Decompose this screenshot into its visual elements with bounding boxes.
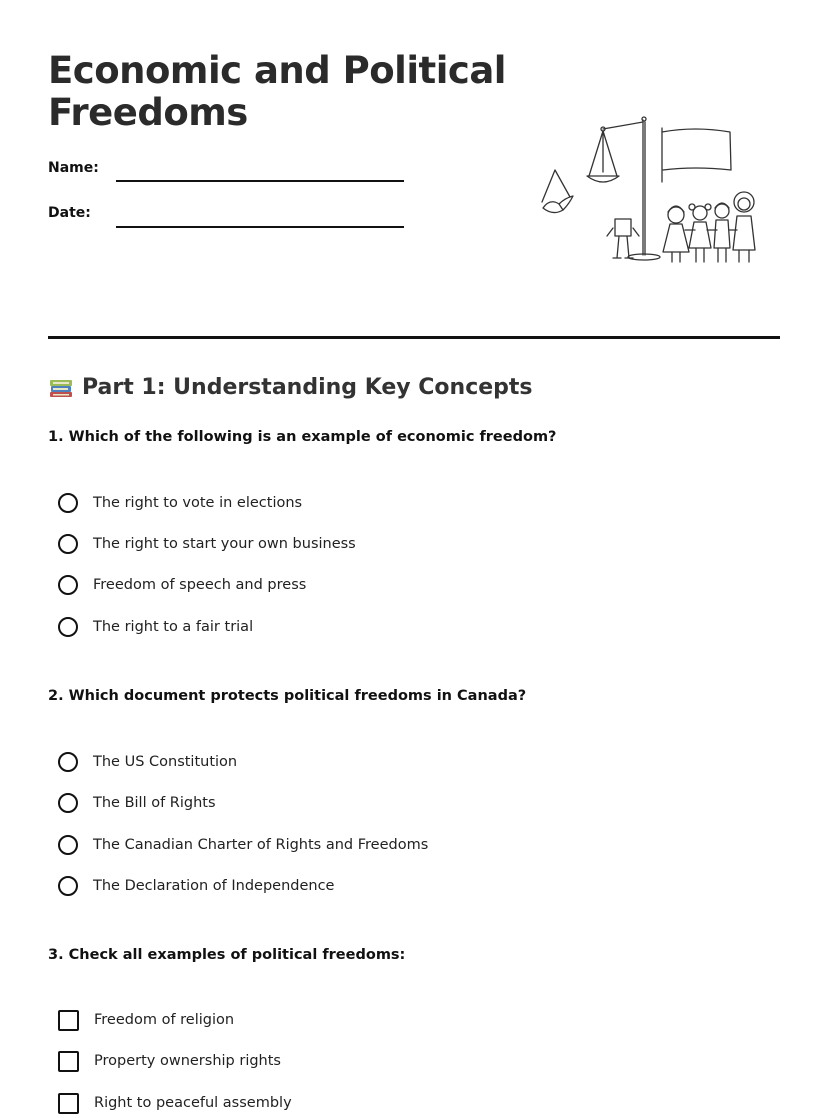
q2-option-1[interactable]: [58, 750, 237, 774]
radio-button[interactable]: [58, 617, 78, 637]
option-label: Freedom of religion: [94, 1012, 235, 1028]
q1-option-2[interactable]: [58, 532, 356, 556]
name-label: Name:: [48, 160, 99, 176]
option-label: The right to a fair trial: [93, 619, 254, 635]
q1-option-4[interactable]: [58, 615, 253, 639]
q2-option-3[interactable]: [58, 833, 428, 857]
q3-option-2[interactable]: [58, 1049, 281, 1073]
option-label: Right to peaceful assembly: [94, 1095, 292, 1111]
worksheet-title: [48, 50, 528, 134]
title-line-2: Freedoms: [48, 91, 248, 134]
question-3: 3. Check all examples of political freedoms:: [48, 947, 406, 963]
date-label: Date:: [48, 205, 91, 221]
option-label: The right to start your own business: [93, 536, 356, 552]
date-field-line[interactable]: [116, 226, 404, 228]
q3-option-1[interactable]: [58, 1008, 234, 1032]
q1-option-3[interactable]: [58, 573, 306, 597]
part1-heading-text: Part 1: Understanding Key Concepts: [82, 374, 533, 400]
checkbox[interactable]: [58, 1051, 79, 1072]
radio-button[interactable]: [58, 575, 78, 595]
title-line-1: Economic and Political: [48, 49, 506, 92]
q2-option-2[interactable]: [58, 791, 216, 815]
option-label: The Bill of Rights: [93, 795, 216, 811]
books-icon: [48, 374, 74, 400]
scales-flag-children-illustration: [535, 112, 765, 267]
q1-option-1[interactable]: [58, 491, 302, 515]
q2-option-4[interactable]: [58, 874, 334, 898]
question-2: 2. Which document protects political freedoms in Canada?: [48, 688, 527, 704]
question-1: 1. Which of the following is an example of economic freedom?: [48, 429, 557, 445]
checkbox[interactable]: [58, 1010, 79, 1031]
radio-button[interactable]: [58, 534, 78, 554]
checkbox[interactable]: [58, 1093, 79, 1114]
option-label: The US Constitution: [93, 754, 238, 770]
radio-button[interactable]: [58, 493, 78, 513]
name-field-line[interactable]: [116, 180, 404, 182]
radio-button[interactable]: [58, 752, 78, 772]
option-label: Property ownership rights: [94, 1053, 281, 1069]
radio-button[interactable]: [58, 793, 78, 813]
section-divider: [48, 336, 780, 339]
radio-button[interactable]: [58, 876, 78, 896]
option-label: The right to vote in elections: [93, 495, 303, 511]
option-label: The Canadian Charter of Rights and Freedoms: [93, 837, 429, 853]
q3-option-3[interactable]: [58, 1091, 292, 1115]
option-label: Freedom of speech and press: [93, 577, 307, 593]
part1-heading: [48, 374, 533, 400]
radio-button[interactable]: [58, 835, 78, 855]
option-label: The Declaration of Independence: [93, 878, 335, 894]
